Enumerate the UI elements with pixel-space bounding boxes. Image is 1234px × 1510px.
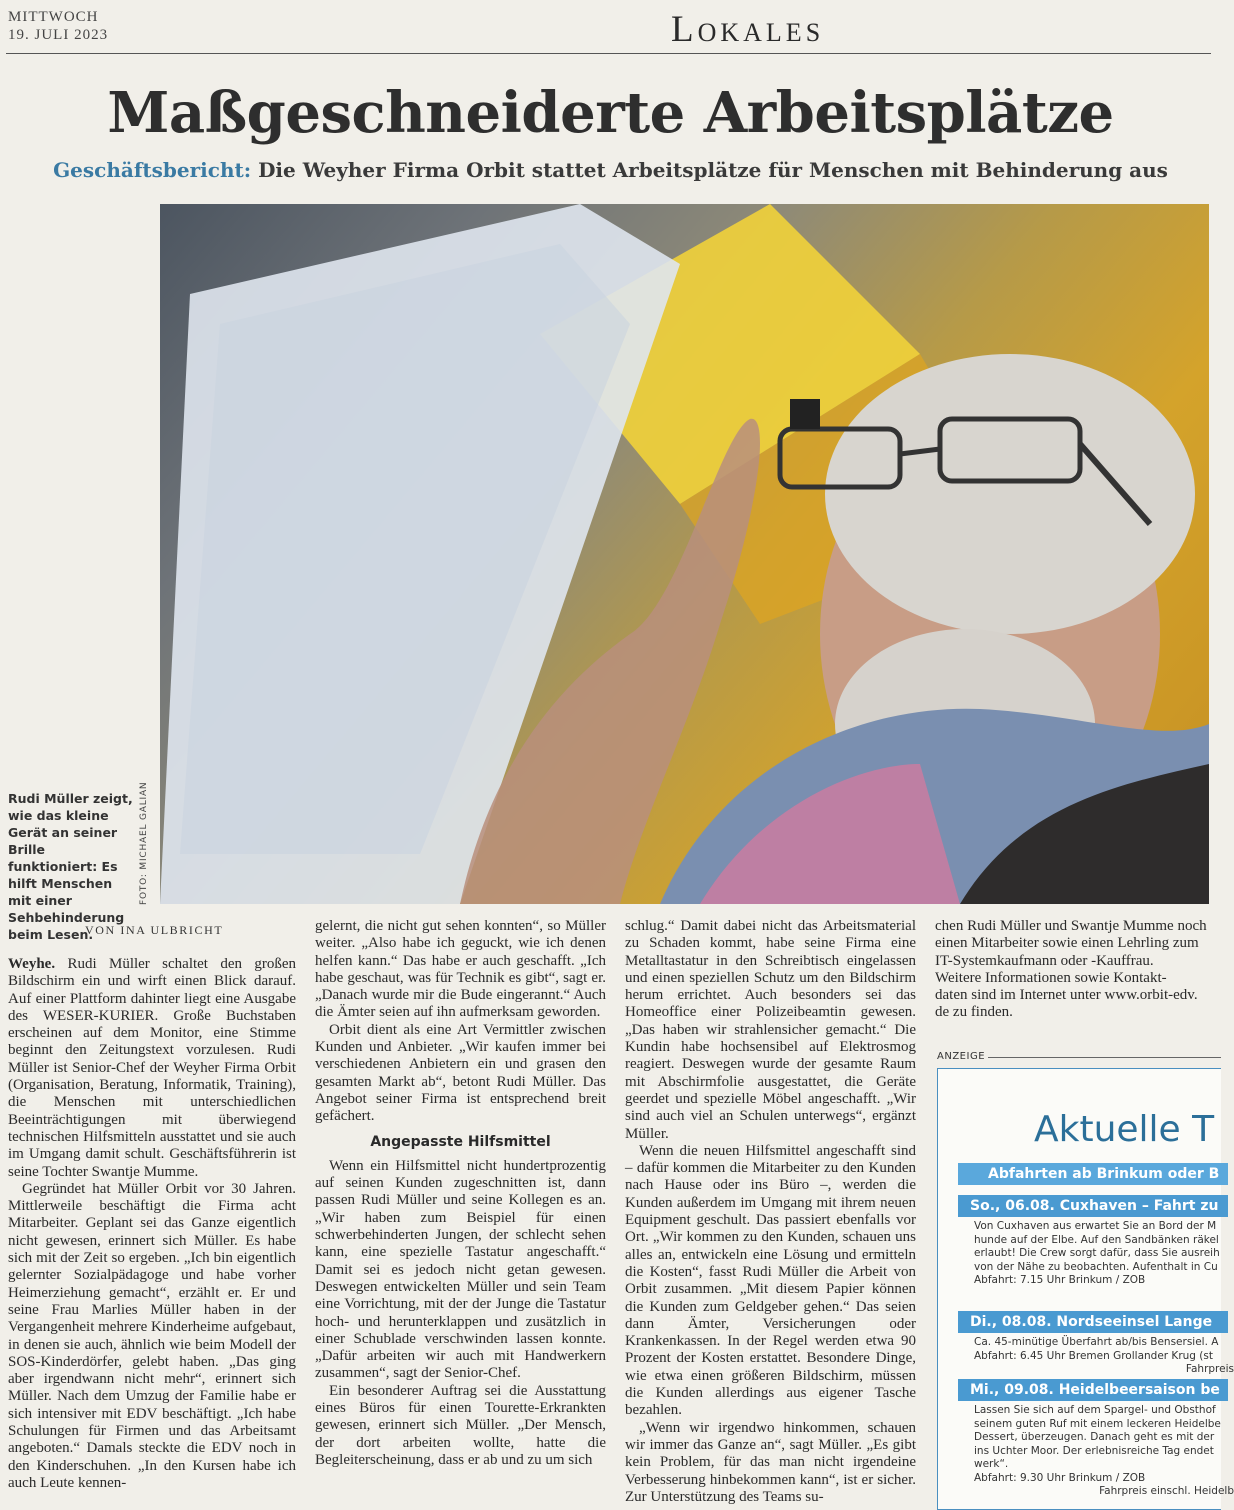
masthead [6,6,1211,54]
byline: VON INA ULBRICHT [85,923,224,937]
paragraph: Wenn ein Hilfsmittel nicht hundertprozentig auf seinen Kunden zugeschnitten ist, dann passen Rudi Müller und seine Kollegen es an. „Wir haben zum Beispiel für einen schwerbehinderten Jungen, der schlecht sehen kann, eine spezielle Tastatur angeschafft.“ Damit sei es jedoch nicht getan gewesen. Deswegen entwickelten Müller und sein Team eine Vorrichtung, mit der der Junge die Tastatur hoch- und herunterklappen und zusätzlich in einer Schublade verschwinden lassen konnte. „Dafür arbeiten wir auch mit Handwerkern zusammen“, sagt der Senior-Chef. [315,1157,606,1382]
ad-label: ANZEIGE [937,1051,986,1062]
subheadline [0,158,1221,182]
ad-item-title: Mi., 09.08. Heidelbeersaison be [958,1379,1228,1401]
ad-line: werk“. [974,1458,1009,1470]
paragraph: schlug.“ Damit dabei nicht das Arbeitsmaterial zu Schaden kommt, habe seine Firma eine Metalltastatur in den Schreibtisch eingelassen und einen speziellen Schutz um den Bildschirm herum errichtet. Auch besonders sei das Homeoffice einer Polizeibeamtin gewesen. „Das haben wir strahlensicher gemacht.“ Die Kundin habe hochsensibel auf Elektrosmog reagiert. Deswegen wurde der gesamte Raum mit Abschirmfolie ausgestattet, die Geräte geerdet und spezielle Möbel angeschafft. „Wir sind auch viel an Schulen unterwegs“, ergänzt Müller. [625,918,916,1142]
photo-caption: Rudi Müller zeigt, wie das kleine Gerät an seiner Brille funktioniert: Es hilft Menschen mit einer Sehbehinderung beim Lesen. [8,791,133,942]
ad-item-text [974,1404,1234,1499]
paragraph: Ein besonderer Auftrag sei die Ausstattung eines Büros für einen Tourette-Erkrankten gewesen, erinnert sich Müller. „Der Mensch, der dort arbeiten wollte, hatte die Begleiterscheinung, dass er ab und zu um sich [315,1382,606,1468]
column-line: Weitere Informationen sowie Kontakt- [935,969,1167,986]
headline: Maßgeschneiderte Arbeitsplätze [107,80,1114,146]
column-line: daten sind im Internet unter www.orbit-edv. [935,987,1198,1004]
subheadline-kicker: Geschäftsbericht: [53,158,252,182]
column-line: chen Rudi Müller und Swantje Mumme noch [935,918,1207,934]
ad-item-title: So., 06.08. Cuxhaven – Fahrt zu [958,1195,1228,1217]
masthead-date [8,8,108,44]
ad-title: Aktuelle T [1034,1109,1215,1150]
column-line: de zu finden. [935,1004,1013,1021]
ad-line: Von Cuxhaven aus erwartet Sie an Bord der M [974,1220,1217,1232]
article-column-3 [625,918,916,1506]
paragraph: Orbit dient als eine Art Vermittler zwischen Kunden und Anbieter. „Wir kaufen immer bei verschiedenen Anbietern ein und grasen den gesamten Markt ab“, betont Rudi Müller. Das Angebot seiner Firma ist entsprechend breit gefächert. [315,1021,606,1125]
ad-item-text [974,1220,1234,1288]
ad-line: hunde auf der Elbe. Auf den Sandbänken räkel [974,1233,1219,1246]
ad-line: Ca. 45-minütige Überfahrt ab/bis Bensersiel. A [974,1336,1219,1348]
paragraph: „Wenn wir irgendwo hinkommen, schauen wir immer das Ganze an“, sagt Müller. „Es gibt kein Problem, für das man nicht irgendeine Verbesserung hinbekommen kann“, ist er sicher. Zur Unterstützung des Teams su- [625,1419,916,1505]
article-column-4 [935,918,1225,1022]
ad-price: Fahrpreis einschl. Heidelb [1099,1485,1234,1497]
paragraph-text: Rudi Müller schaltet den großen Bildschirm ein und wirft einen Blick darauf. Auf einer Plattform dahinter liegt eine Ausgabe des WESER-KURIER. Große Buchstaben erscheinen auf dem Monitor, eine Stimme beginnt den Zeitungstext vorzulesen. Rudi Müller ist Senior-Chef der Weyher Firma Orbit (Organisation, Beratung, Informatik, Training), die Menschen mit unterschiedlichen Beeinträchtigungen mit überwiegend technischen Hilfsmitteln ausstattet und sie auch im Umgang damit schult. Geschäftsführerin ist seine Tochter Swantje Mumme. [8,956,296,1180]
ad-price: Fahrpreis [1185,1363,1234,1375]
paragraph: Gegründet hat Müller Orbit vor 30 Jahren. Mittlerweile beschäftigt die Firma acht Mitarbeiter. Geplant sei das Ganze eigentlich nicht gewesen, erinnert sich Müller. Es habe sich mit der Zeit so ergeben. „Ich bin eigentlich gelernter Sozialpädagoge und habe vorher Heimerziehung gemacht“, erzählt er. Er und seine Frau Marlies Müller haben in der Vergangenheit mehrere Kinderheime aufgebaut, in denen sie auch, ähnlich wie beim Modell der SOS-Kinderdörfer, gelebt haben. „Das ging aber irgendwann nicht mehr“, erinnert sich Müller. Nach dem Umzug der Familie habe er sich intensiver mit EDV beschäftigt. „Ich habe Schulungen für Firmen und das Arbeitsamt angeboten.“ Damals steckte die EDV noch in den Kinderschuhen. „In den Kursen habe ich auch Leute kennen- [8,1180,296,1491]
ad-line: Abfahrt: 7.15 Uhr Brinkum / ZOB [974,1274,1146,1286]
paragraph: Wenn die neuen Hilfsmittel angeschafft sind – dafür kommen die Mitarbeiter zu den Kunden nach Hause oder ins Büro –, werden die Kunden außerdem im Umgang mit ihrem neuen Equipment geschult. Das passiert ebenfalls vor Ort. „Wir kommen zu den Kunden, schauen uns alles an, entwickeln eine Lösung und ermitteln die Kosten“, fasst Rudi Müller die Arbeit von Orbit zusammen. „Mit diesem Papier können die Kunden zum Geldgeber gehen.“ Das seien dann Ämter, Versicherungen oder Krankenkassen. In der Regel werden etwa 90 Prozent der Kosten erstattet. Besondere Dinge, wie etwa einen größeren Bildschirm, müssen die Kunden allerdings aus eigener Tasche bezahlen. [625,1142,916,1419]
ad-line: erlaubt! Die Crew sorgt dafür, dass Sie ausreih [974,1247,1220,1259]
ad-line: ins Uchter Moor. Der erlebnisreiche Tag endet [974,1444,1214,1457]
ad-line: Abfahrt: 9.30 Uhr Brinkum / ZOB [974,1471,1146,1484]
photo-credit: FOTO: MICHAEL GALIAN [139,781,149,905]
paragraph: gelernt, die nicht gut sehen konnten“, so Müller weiter. „Also habe ich geguckt, wie ich denen helfen kann.“ Das habe er auch geschafft. „Ich habe geschaut, was für Technik es gibt“, sagt er. „Danach wurde mir die Bude eingerannt.“ Auch die Ämter seien auf ihn aufmerksam geworden. [315,918,606,1021]
section-heading: Angepasste Hilfsmittel [370,1133,551,1150]
advertisement [937,1068,1234,1510]
ad-divider [988,1057,1221,1058]
article-photo [160,204,1209,904]
article-column-1 [8,956,296,1492]
ad-line: Abfahrt: 6.45 Uhr Bremen Grollander Krug (st [974,1349,1213,1362]
ad-line: Lassen Sie sich auf dem Spargel- und Obsthof [974,1404,1216,1416]
weekday: MITTWOCH [8,9,99,25]
ad-line: seinem guten Ruf mit einem leckeren Heidelbe [974,1417,1221,1430]
dateline: Weyhe. [8,956,56,972]
ad-item-title: Di., 08.08. Nordseeinsel Lange [958,1311,1228,1333]
ad-item-text [974,1336,1234,1377]
section-title: Lokales [671,9,825,50]
column-line: IT-Systemkaufmann oder -Kauffrau. [935,952,1154,969]
ad-header-bar: Abfahrten ab Brinkum oder B [958,1163,1228,1185]
date: 19. JULI 2023 [8,27,109,43]
column-line: einen Mitarbeiter sowie einen Lehrling zum [935,935,1199,952]
ad-line: Dessert, überzeugen. Danach geht es mit der [974,1431,1215,1443]
ad-line: von der Nähe zu beobachten. Aufenthalt in Cu [974,1260,1218,1273]
paragraph [8,956,296,1181]
article-column-2 [315,918,606,1469]
photo-illustration [160,204,1209,904]
subheadline-text: Die Weyher Firma Orbit stattet Arbeitsplätze für Menschen mit Behinderung aus [258,158,1168,182]
